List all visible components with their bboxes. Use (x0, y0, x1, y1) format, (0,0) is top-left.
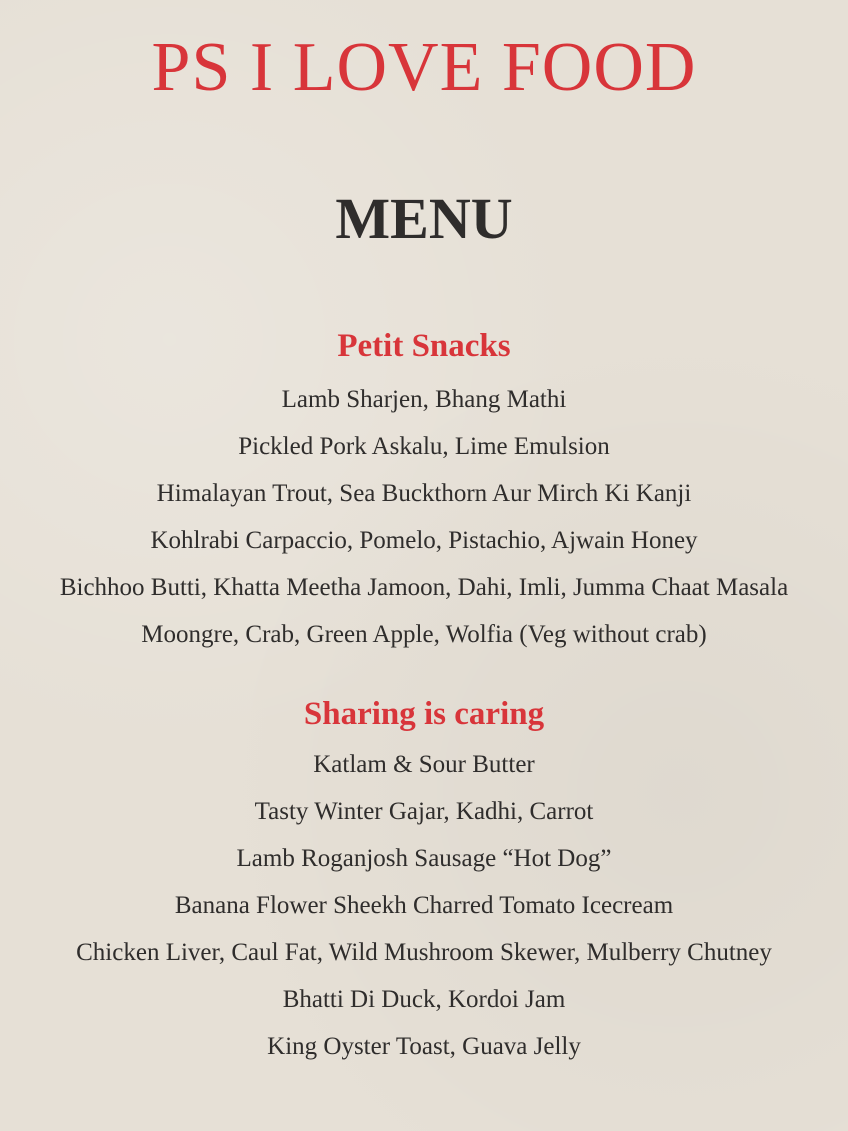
menu-item: Pickled Pork Askalu, Lime Emulsion (238, 433, 610, 460)
menu-item: Katlam & Sour Butter (313, 751, 535, 778)
menu-items-list (0, 376, 848, 658)
menu-item: Chicken Liver, Caul Fat, Wild Mushroom Skewer, Mulberry Chutney (76, 939, 772, 966)
menu-item: King Oyster Toast, Guava Jelly (267, 1033, 581, 1060)
section-heading: Petit Snacks (337, 328, 511, 364)
menu-item: Lamb Roganjosh Sausage “Hot Dog” (236, 845, 612, 872)
menu-items-list (0, 741, 848, 1070)
menu-title: MENU (335, 186, 513, 251)
restaurant-name: PS I LOVE FOOD (151, 29, 697, 106)
menu-item: Lamb Sharjen, Bhang Mathi (281, 386, 567, 413)
section-heading: Sharing is caring (303, 696, 545, 732)
menu-item: Bichhoo Butti, Khatta Meetha Jamoon, Dahi, Imli, Jumma Chaat Masala (59, 574, 789, 601)
menu-item: Himalayan Trout, Sea Buckthorn Aur Mirch Ki Kanji (156, 480, 692, 507)
section-petit-snacks (0, 326, 848, 658)
menu-item: Bhatti Di Duck, Kordoi Jam (282, 986, 566, 1013)
section-sharing-is-caring (0, 694, 848, 1070)
menu-item: Kohlrabi Carpaccio, Pomelo, Pistachio, Ajwain Honey (150, 527, 698, 554)
menu-item: Tasty Winter Gajar, Kadhi, Carrot (254, 798, 594, 825)
menu-item: Moongre, Crab, Green Apple, Wolfia (Veg without crab) (141, 621, 707, 648)
menu-item: Banana Flower Sheekh Charred Tomato Icecream (174, 892, 674, 919)
